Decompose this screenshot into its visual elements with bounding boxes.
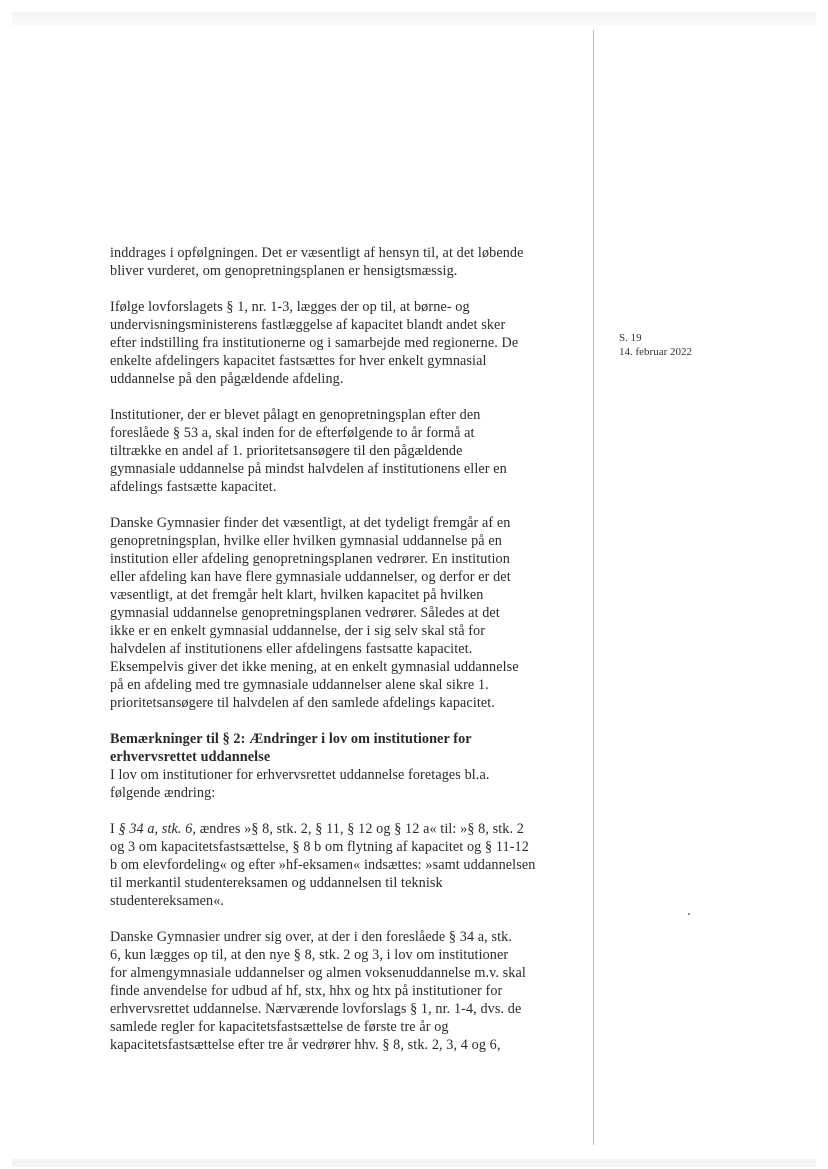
- scan-speck: [688, 913, 690, 915]
- text-line: Ifølge lovforslagets § 1, nr. 1-3, lægges der op til, at børne- og: [110, 299, 470, 315]
- text-line: følgende ændring:: [110, 785, 216, 801]
- text-line: enkelte afdelingers kapacitet fastsættes for hver enkelt gymnasial: [110, 353, 487, 369]
- text-line: genopretningsplan, hvilke eller hvilken gymnasial uddannelse på en: [110, 533, 502, 549]
- paragraph-last: [110, 928, 572, 1054]
- text-line: Danske Gymnasier finder det væsentligt, at det tydeligt fremgår af en: [110, 515, 511, 531]
- heading-line: Bemærkninger til § 2: Ændringer i lov om institutioner for: [110, 731, 472, 747]
- text-line: efter indstilling fra institutionerne og i samarbejde med regionerne. De: [110, 335, 519, 351]
- paragraph-4: [110, 514, 572, 712]
- heading-intro: [110, 766, 572, 802]
- text-line: foreslåede § 53 a, skal inden for de efterfølgende to år formå at: [110, 425, 475, 441]
- text-line: prioritetsansøgere til halvdelen af den samlede afdelings kapacitet.: [110, 695, 495, 711]
- paragraph-2: [110, 298, 572, 388]
- text-line: Institutioner, der er blevet pålagt en genopretningsplan efter den: [110, 407, 481, 423]
- scan-top-edge: [12, 12, 816, 26]
- text-line: gymnasiale uddannelse på mindst halvdelen af institutionens eller en: [110, 461, 507, 477]
- text-line: væsentligt, at det fremgår helt klart, hvilken kapacitet på hvilken: [110, 587, 484, 603]
- document-body: [110, 244, 572, 1072]
- text-line: for almengymnasiale uddannelser og almen voksenuddannelse m.v. skal: [110, 965, 526, 981]
- text-line: kapacitetsfastsættelse efter tre år vedrører hhv. § 8, stk. 2, 3, 4 og 6,: [110, 1037, 501, 1053]
- text-line: og 3 om kapacitetsfastsættelse, § 8 b om flytning af kapacitet og § 11-12: [110, 839, 529, 855]
- text-line: afdelings fastsætte kapacitet.: [110, 479, 277, 495]
- margin-rule: [593, 30, 594, 1145]
- heading-line: erhvervsrettet uddannelse: [110, 749, 271, 765]
- text-line: samlede regler for kapacitetsfastsættelse de første tre år og: [110, 1019, 449, 1035]
- section-heading: [110, 730, 572, 766]
- document-date: 14. februar 2022: [619, 346, 693, 358]
- text-line: I lov om institutioner for erhvervsrettet uddannelse foretages bl.a.: [110, 767, 490, 783]
- text-line: ikke er en enkelt gymnasial uddannelse, der i sig selv skal stå for: [110, 623, 486, 639]
- amendment-paragraph: [110, 820, 572, 910]
- amendment-reference: § 34 a, stk. 6,: [118, 821, 197, 837]
- text-line: [110, 820, 572, 838]
- paragraph-1: [110, 244, 572, 280]
- text-line: inddrages i opfølgningen. Det er væsentligt af hensyn til, at det løbende: [110, 245, 524, 261]
- text-line: studentereksamen«.: [110, 893, 225, 909]
- margin-info: [619, 331, 692, 359]
- text-line: halvdelen af institutionens eller afdelingens fastsatte kapacitet.: [110, 641, 473, 657]
- page-number: S. 19: [619, 332, 642, 344]
- text-line: eller afdeling kan have flere gymnasiale uddannelser, og derfor er det: [110, 569, 511, 585]
- text-line: institution eller afdeling genopretningsplanen vedrører. En institution: [110, 551, 510, 567]
- amendment-prefix: I: [110, 821, 119, 837]
- text-line: undervisningsministerens fastlæggelse af kapacitet blandt andet sker: [110, 317, 506, 333]
- text-line: b om elevfordeling« og efter »hf-eksamen« indsættes: »samt uddannelsen: [110, 857, 536, 873]
- text-line: uddannelse på den pågældende afdeling.: [110, 371, 344, 387]
- amendment-text: ændres »§ 8, stk. 2, § 11, § 12 og § 12 a« til: »§ 8, stk. 2: [196, 821, 524, 837]
- text-line: bliver vurderet, om genopretningsplanen er hensigtsmæssig.: [110, 263, 458, 279]
- text-line: til merkantil studentereksamen og uddannelsen til teknisk: [110, 875, 443, 891]
- text-line: på en afdeling med tre gymnasiale uddannelser alene skal sikre 1.: [110, 677, 489, 693]
- text-line: Danske Gymnasier undrer sig over, at der i den foreslåede § 34 a, stk.: [110, 929, 512, 945]
- text-line: tiltrække en andel af 1. prioritetsansøgere til den pågældende: [110, 443, 463, 459]
- text-line: gymnasial uddannelse genopretningsplanen vedrører. Således at det: [110, 605, 500, 621]
- text-line: Eksempelvis giver det ikke mening, at en enkelt gymnasial uddannelse: [110, 659, 519, 675]
- text-line: erhvervsrettet uddannelse. Nærværende lovforslags § 1, nr. 1-4, dvs. de: [110, 1001, 522, 1017]
- paragraph-3: [110, 406, 572, 496]
- text-line: 6, kun lægges op til, at den nye § 8, stk. 2 og 3, i lov om institutioner: [110, 947, 509, 963]
- text-line: finde anvendelse for udbud af hf, stx, hhx og htx på institutioner for: [110, 983, 503, 999]
- scan-bottom-edge: [12, 1159, 816, 1167]
